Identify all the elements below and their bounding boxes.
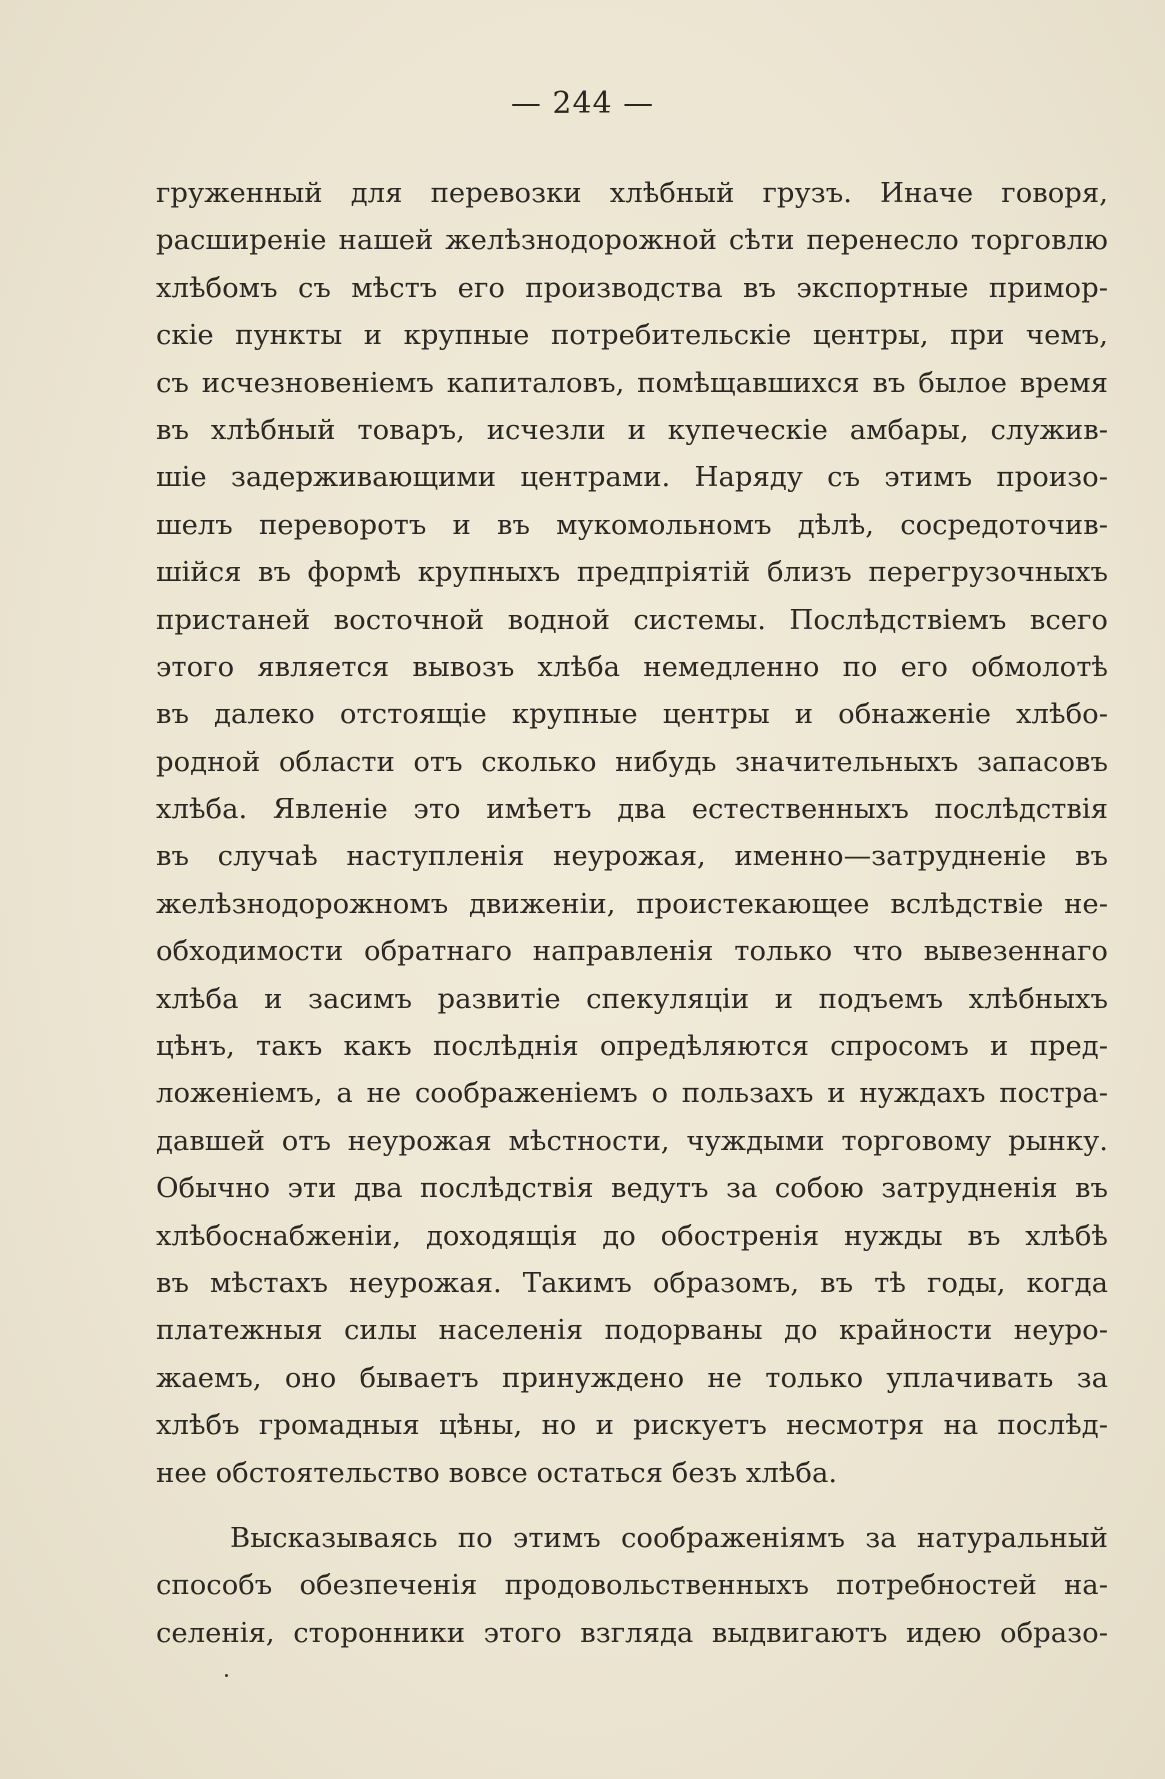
text-line: нее обстоятельство вовсе остаться безъ хлѣба. xyxy=(156,1456,838,1489)
paragraph-2 xyxy=(156,1515,1108,1657)
text-line: груженный для перевозки хлѣбный грузъ. Иначе говоря, xyxy=(156,177,1108,209)
paragraph-1 xyxy=(156,170,1108,1497)
text-line: желѣзнодорожномъ движеніи, проистекающее вслѣдствіе не- xyxy=(156,887,1108,920)
print-speck xyxy=(225,1674,228,1677)
text-line: хлѣбомъ съ мѣстъ его производства въ экспортные примор- xyxy=(156,271,1108,304)
text-line: хлѣбъ громадныя цѣны, но и рискуетъ несмотря на послѣд- xyxy=(156,1409,1108,1442)
text-line: жаемъ, оно бываетъ принуждено не только уплачивать за xyxy=(156,1361,1108,1394)
text-line: въ далеко отстоящіе крупные центры и обнаженіе хлѣбо- xyxy=(156,698,1108,731)
text-line: шійся въ формѣ крупныхъ предпріятій близъ перегрузочныхъ xyxy=(156,556,1108,589)
text-line: шіе задерживающими центрами. Наряду съ этимъ произо- xyxy=(156,461,1108,494)
text-line: Обычно эти два послѣдствія ведутъ за собою затрудненія въ xyxy=(156,1172,1108,1205)
text-line: расширеніе нашей желѣзнодорожной сѣти перенесло торговлю xyxy=(156,224,1108,257)
text-line: способъ обезпеченія продовольственныхъ потребностей на- xyxy=(156,1569,1108,1602)
text-line: хлѣба и засимъ развитіе спекуляціи и подъемъ хлѣбныхъ xyxy=(156,982,1108,1015)
text-line: шелъ переворотъ и въ мукомольномъ дѣлѣ, сосредоточив- xyxy=(156,508,1108,541)
text-line: Высказываясь по этимъ соображеніямъ за натуральный xyxy=(230,1521,1108,1554)
text-line: обходимости обратнаго направленія только что вывезеннаго xyxy=(156,935,1108,968)
text-line: хлѣба. Явленіе это имѣетъ два естественныхъ послѣдствія xyxy=(156,793,1108,826)
text-line: въ мѣстахъ неурожая. Такимъ образомъ, въ тѣ годы, когда xyxy=(156,1266,1108,1299)
text-line: ложеніемъ, а не соображеніемъ о пользахъ и нуждахъ постра- xyxy=(156,1077,1108,1110)
text-line: родной области отъ сколько нибудь значительныхъ запасовъ xyxy=(156,745,1108,778)
text-line: этого является вывозъ хлѣба немедленно по его обмолотѣ xyxy=(156,650,1108,683)
body-text xyxy=(156,170,1108,1657)
text-line: въ случаѣ наступленія неурожая, именно—затрудненіе въ xyxy=(156,840,1108,873)
page-number: — 244 — xyxy=(510,86,655,121)
text-line: пристаней восточной водной системы. Послѣдствіемъ всего xyxy=(156,603,1108,636)
text-line: хлѣбоснабженіи, доходящія до обостренія нужды въ хлѣбѣ xyxy=(156,1219,1108,1252)
text-line: скіе пункты и крупные потребительскіе центры, при чемъ, xyxy=(156,319,1108,352)
text-line: въ хлѣбный товаръ, исчезли и купеческіе амбары, служив- xyxy=(156,413,1108,446)
text-line: селенія, сторонники этого взгляда выдвигаютъ идею образо- xyxy=(156,1616,1108,1649)
text-line: давшей отъ неурожая мѣстности, чуждыми торговому рынку. xyxy=(156,1124,1108,1157)
paragraph-gap xyxy=(156,1497,1108,1515)
text-line: съ исчезновеніемъ капиталовъ, помѣщавшихся въ былое время xyxy=(156,366,1108,399)
text-line: цѣнъ, такъ какъ послѣднія опредѣляются спросомъ и пред- xyxy=(156,1030,1108,1063)
text-line: платежныя силы населенія подорваны до крайности неуро- xyxy=(156,1314,1108,1347)
